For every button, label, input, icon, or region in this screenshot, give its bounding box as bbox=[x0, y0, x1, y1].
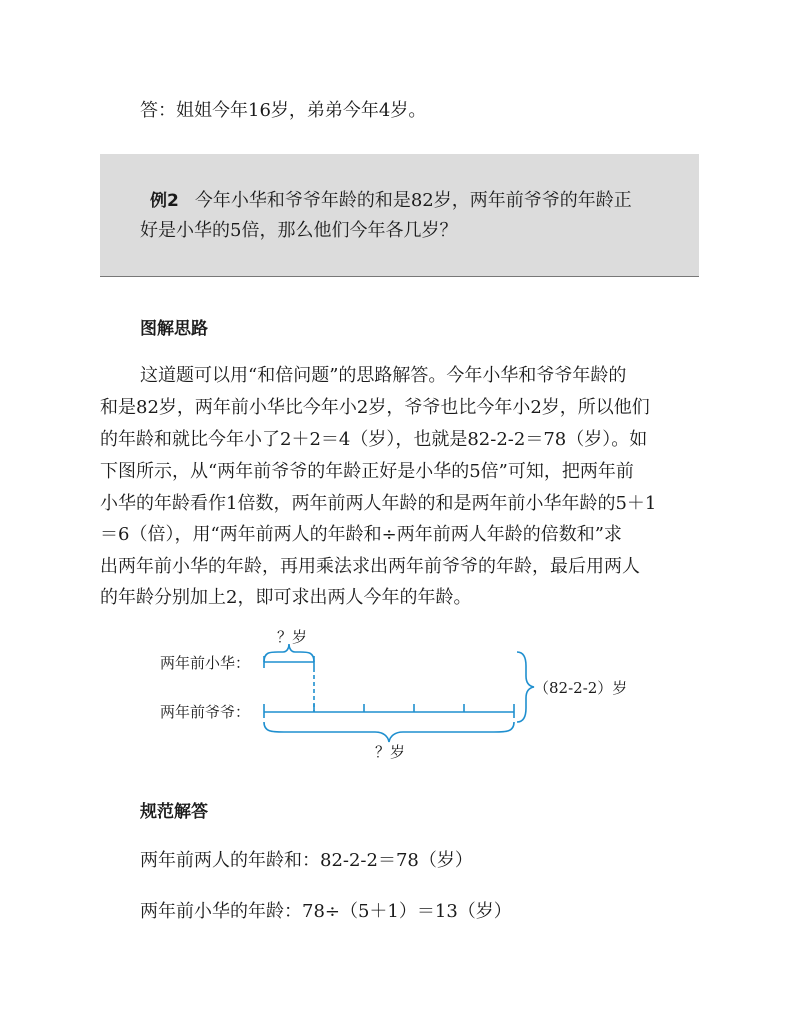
right-brace bbox=[517, 652, 534, 722]
bottom-brace-label: ？岁 bbox=[375, 743, 406, 761]
thinking-line-1: 这道题可以用“和倍问题”的思路解答。今年小华和爷爷年龄的 bbox=[140, 365, 627, 386]
solution-line-2: 两年前小华的年龄：78÷（5＋1）＝13（岁） bbox=[140, 901, 512, 922]
thinking-line-8: 的年龄分别加上2，即可求出两人今年的年龄。 bbox=[100, 587, 472, 608]
solution-line-1: 两年前两人的年龄和：82-2-2＝78（岁） bbox=[140, 850, 473, 871]
answer-line: 答：姐姐今年16岁，弟弟今年4岁。 bbox=[140, 100, 427, 121]
row-label-grandpa: 两年前爷爷： bbox=[160, 703, 251, 721]
example-label: 例2 bbox=[150, 191, 179, 211]
example-text-1: 今年小华和爷爷年龄的和是82岁，两年前爷爷的年龄正 bbox=[194, 190, 632, 211]
right-brace-label: （82-2-2）岁 bbox=[534, 679, 628, 697]
section-title-solution: 规范解答 bbox=[140, 802, 208, 822]
bottom-brace bbox=[264, 722, 514, 742]
row-label-xiaohua: 两年前小华： bbox=[160, 654, 251, 672]
thinking-line-3: 的年龄和就比今年小了2＋2＝4（岁），也就是82-2-2＝78（岁）。如 bbox=[100, 429, 648, 450]
thinking-line-4: 下图所示，从“两年前爷爷的年龄正好是小华的5倍”可知，把两年前 bbox=[100, 461, 634, 482]
section-title-thinking: 图解思路 bbox=[140, 319, 208, 339]
top-brace-label: ？岁 bbox=[277, 628, 308, 646]
thinking-line-7: 出两年前小华的年龄，再用乘法求出两年前爷爷的年龄，最后用两人 bbox=[100, 556, 640, 577]
thinking-line-2: 和是82岁，两年前小华比今年小2岁，爷爷也比今年小2岁，所以他们 bbox=[100, 397, 650, 418]
example-line-2: 好是小华的5倍，那么他们今年各几岁？ bbox=[140, 220, 458, 241]
thinking-line-5: 小华的年龄看作1倍数，两年前两人年龄的和是两年前小华年龄的5＋1 bbox=[100, 493, 657, 514]
thinking-line-6: ＝6（倍），用“两年前两人的年龄和÷两年前两人年龄的倍数和”求 bbox=[100, 524, 622, 545]
